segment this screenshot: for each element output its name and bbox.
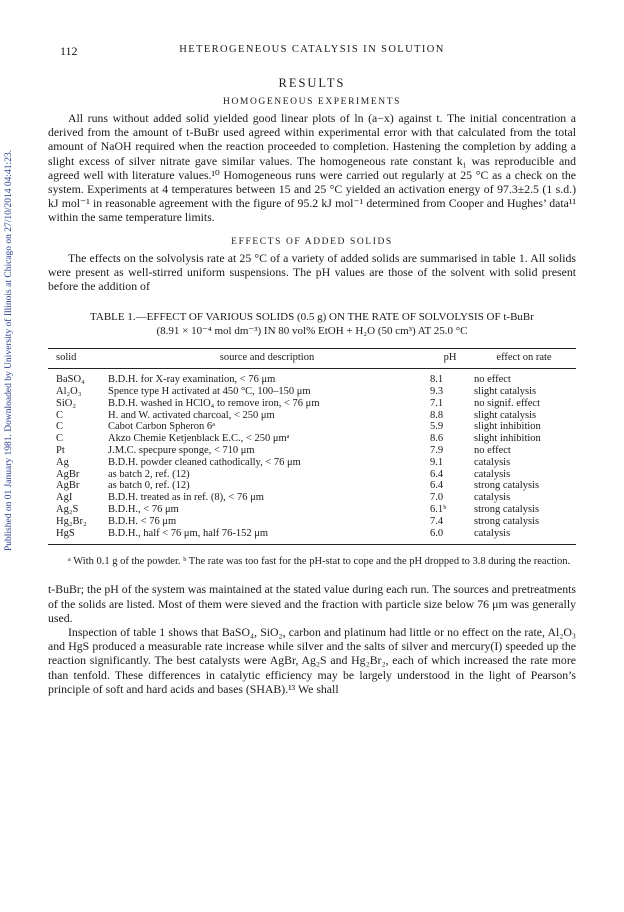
table-row [48, 398, 576, 410]
paper-page [48, 44, 576, 696]
table-row [48, 386, 576, 398]
cell-source: Cabot Carbon Spheron 6ᵃ [108, 421, 215, 433]
cell-ph: 9.3 [430, 386, 444, 398]
cell-source: B.D.H. for X-ray examination, < 76 μm [108, 374, 276, 386]
cell-solid: Al₂O₃ [56, 386, 82, 398]
table-row [48, 469, 576, 481]
cell-effect: catalysis [472, 528, 576, 545]
cell-source: B.D.H. powder cleaned cathodically, < 76 μm [108, 456, 301, 468]
cell-effect: catalysis [474, 456, 511, 468]
cell-source: as batch 0, ref. (12) [108, 480, 190, 492]
cell-effect: slight inhibition [474, 421, 541, 433]
paragraph-added-solids: The effects on the solvolysis rate at 25 °C of a variety of added solids are summarised in table 1. All solids were present as well-stirred uniform suspensions. The pH values are those of the solvent with solid present before the addition of [48, 250, 576, 294]
cell-solid: AgBr [56, 468, 80, 480]
cell-solid: Ag [56, 456, 69, 468]
table-caption-line-1: TABLE 1.—EFFECT OF VARIOUS SOLIDS (0.5 g) ON THE RATE OF SOLVOLYSIS OF t-BuBr [90, 311, 534, 324]
cell-solid: C [56, 433, 64, 445]
running-header [48, 44, 576, 60]
section-title: RESULTS [278, 76, 346, 90]
cell-source: B.D.H. treated as in ref. (8), < 76 μm [108, 492, 264, 504]
cell-ph: 7.4 [430, 515, 444, 527]
cell-ph: 9.1 [430, 456, 444, 468]
cell-solid: BaSO₄ [56, 374, 85, 386]
page-number: 112 [60, 44, 78, 58]
cell-source: Spence type H activated at 450 °C, 100–150 μm [108, 386, 311, 398]
cell-solid: AgBr [56, 480, 80, 492]
table-row [48, 369, 576, 386]
cell-solid: Pt [56, 445, 65, 457]
cell-source: B.D.H. washed in HClO₄ to remove iron, < 76 μm [108, 397, 320, 409]
table-row [48, 492, 576, 504]
cell-ph: 6.1ᵇ [430, 504, 447, 515]
cell-ph: 6.4 [430, 468, 444, 480]
paragraph-continuation: t-BuBr; the pH of the system was maintained at the stated value during each run. The sources and pretreatments of the solids are listed. Most of them were sieved and the fraction with particle size below 76 μm was generally used. [48, 582, 576, 625]
cell-source: B.D.H. < 76 μm [108, 515, 177, 527]
solids-table [48, 348, 576, 545]
column-header-effect: effect on rate [472, 349, 576, 369]
cell-ph: 7.9 [430, 445, 444, 457]
cell-effect: no signif. effect [474, 397, 540, 409]
cell-effect: strong catalysis [474, 515, 540, 527]
table-row [48, 410, 576, 422]
cell-source: H. and W. activated charcoal, < 250 μm [108, 409, 275, 421]
table-row [48, 528, 576, 545]
cell-ph: 5.9 [430, 421, 444, 433]
cell-source: Akzo Chemie Ketjenblack E.C., < 250 μmᵃ [108, 433, 290, 445]
cell-effect: slight catalysis [474, 386, 537, 398]
cell-effect: strong catalysis [474, 504, 540, 515]
cell-solid: Ag₂S [56, 504, 79, 515]
table-body [48, 369, 576, 545]
cell-ph: 7.1 [430, 397, 444, 409]
table-row [48, 433, 576, 445]
cell-effect: no effect [474, 374, 511, 386]
paragraph-inspection: Inspection of table 1 shows that BaSO₄, SiO₂, carbon and platinum had little or no effect on the rate, Al₂O₃ and HgS produced a measurable rate increase while silver and the salts of silver and mercury(I) speeded up the reaction significantly. The best catalysts were AgBr, Ag₂S and Hg₂Br₂, each of which increased the rate more than tenfold. These differences in catalytic efficiency may be largely understood in the light of Pearson’s principle of soft and hard acids and bases (SHAB).¹³ We shall [48, 625, 576, 696]
cell-solid: C [56, 409, 64, 421]
cell-source: B.D.H., half < 76 μm, half 76-152 μm [106, 528, 428, 545]
table-row [48, 480, 576, 492]
table-footnote: ᵃ With 0.1 g of the powder. ᵇ The rate was too fast for the pH-stat to cope and the pH dropped to 3.8 during the reaction. [68, 556, 571, 568]
cell-ph: 8.6 [430, 433, 444, 445]
cell-ph: 6.4 [430, 480, 444, 492]
cell-ph: 8.8 [430, 409, 444, 421]
cell-solid: AgI [56, 492, 73, 504]
column-header-source: source and description [106, 349, 428, 369]
cell-effect: strong catalysis [474, 480, 540, 492]
cell-solid: SiO₂ [56, 397, 77, 409]
cell-solid: HgS [48, 528, 106, 545]
table-row [48, 516, 576, 528]
subsection-heading-homogeneous: HOMOGENEOUS EXPERIMENTS [223, 97, 401, 107]
column-header-solid: solid [48, 349, 106, 369]
table-row [48, 445, 576, 457]
subsection-heading-added-solids: EFFECTS OF ADDED SOLIDS [231, 236, 393, 247]
cell-effect: slight inhibition [474, 433, 541, 445]
paragraph-homogeneous: All runs without added solid yielded good linear plots of ln (a−x) against t. The initial concentration a derived from the amount of t-BuBr used agreed within experimental error with that calculated from the total amount of NaOH required when the reaction proceeded to completion. Hastening the completion by adding a slight excess of silver nitrate gave similar values. The homogeneous rate constant k₁ was reproducible and agreed well with literature values.¹⁰ Homogeneous runs were carried out regularly at 25 °C as a check on the system. Experiments at 4 temperatures between 15 and 25 °C yielded an activation energy of 97.3±2.5 (1 s.d.) kJ mol⁻¹ in reasonable agreement with the figure of 95.2 kJ mol⁻¹ determined from Cooper and Hughes’ data¹¹ within the same temperature limits. [48, 111, 576, 225]
column-header-ph: pH [428, 349, 472, 369]
table-caption-line-2: (8.91 × 10⁻⁴ mol dm⁻³) IN 80 vol% EtOH + H₂O (50 cm³) AT 25.0 °C [156, 324, 468, 337]
cell-effect: catalysis [474, 468, 511, 480]
cell-source: as batch 2, ref. (12) [108, 468, 190, 480]
cell-effect: catalysis [474, 492, 511, 504]
cell-ph: 7.0 [430, 492, 444, 504]
cell-source: B.D.H., < 76 μm [108, 504, 179, 515]
table-header-row [48, 349, 576, 369]
cell-source: J.M.C. specpure sponge, < 710 μm [108, 445, 255, 457]
running-title: HETEROGENEOUS CATALYSIS IN SOLUTION [179, 44, 445, 55]
cell-effect: no effect [474, 445, 511, 457]
cell-ph: 8.1 [430, 374, 444, 386]
cell-effect: slight catalysis [474, 409, 537, 421]
table-row [48, 504, 576, 516]
cell-ph: 6.0 [428, 528, 472, 545]
table-caption [48, 311, 576, 338]
cell-solid: C [56, 421, 64, 433]
download-notice[interactable]: Published on 01 January 1981. Downloaded by University of Illinois at Chicago on 27/10/2014 04:41:23. [4, 149, 14, 551]
table-row [48, 421, 576, 433]
cell-solid: Hg₂Br₂ [56, 515, 87, 527]
table-row [48, 457, 576, 469]
